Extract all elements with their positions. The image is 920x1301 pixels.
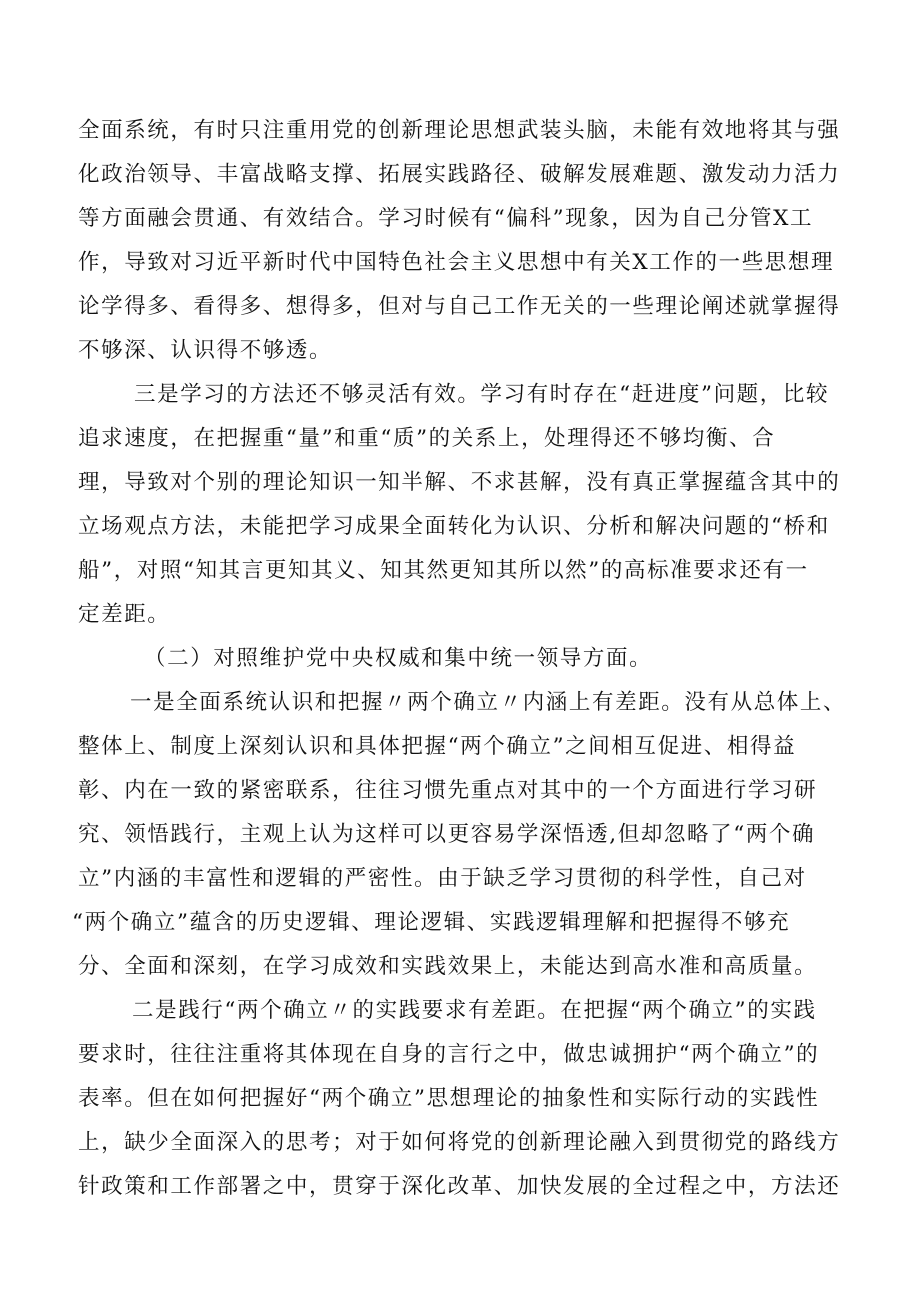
body-line: 不够深、认识得不够透。 [78,338,333,363]
paragraph-start-line: 一是全面系统认识和把握〃两个确立〃内涵上有差距。没有从总体上、 [130,690,847,715]
body-line: 究、领悟践行，主观上认为这样可以更容易学深悟透,但却忽略了“两个确 [78,822,816,847]
body-line: 作，导致对习近平新时代中国特色社会主义思想中有关X工作的一些思想理 [78,250,835,275]
body-line: 追求速度，在把握重“量”和重“质”的关系上，处理得还不够均衡、合 [78,426,776,451]
body-line: 整体上、制度上深刻认识和具体把握“两个确立”之间相互促进、相得益 [78,734,797,759]
body-line: 船”，对照“知其言更知其义、知其然更知其所以然”的高标准要求还有一 [78,558,809,583]
body-line: 要求时，往往注重将其体现在自身的言行之中，做忠诚拥护“两个确立”的 [78,1042,820,1067]
body-line: 立场观点方法，未能把学习成果全面转化为认识、分析和解决问题的“桥和 [78,514,830,539]
body-line: “两个确立”蕴含的历史逻辑、理论逻辑、实践逻辑理解和把握得不够充 [72,910,791,935]
body-line: 表率。但在如何把握好“两个确立”思想理论的抽象性和实际行动的实践性 [78,1086,820,1111]
body-line: 针政策和工作部署之中，贯穿于深化改革、加快发展的全过程之中，方法还 [78,1174,841,1199]
paragraph-start-line: 三是学习的方法还不够灵活有效。学习有时存在“赶进度”问题，比较 [134,382,830,407]
paragraph-start-line: 二是践行“两个确立〃的实践要求有差距。在把握“两个确立”的实践 [132,998,817,1023]
body-line: 上，缺少全面深入的思考；对于如何将党的创新理论融入到贯彻党的路线方 [78,1130,841,1155]
body-line: 彰、内在一致的紧密联系，往往习惯先重点对其中的一个方面进行学习研 [78,778,818,803]
body-line: 理，导致对个别的理论知识一知半解、不求甚解，没有真正掌握蕴含其中的 [78,470,841,495]
body-line: 等方面融会贯通、有效结合。学习时候有“偏科”现象，因为自己分管X工 [78,206,814,231]
body-line: 定差距。 [78,602,171,627]
body-line: 立”内涵的丰富性和逻辑的严密性。由于缺乏学习贯彻的科学性，自己对 [78,866,807,891]
body-line: 论学得多、看得多、想得多，但对与自己工作无关的一些理论阐述就掌握得 [78,294,841,319]
body-line: 分、全面和深刻，在学习成效和实践效果上，未能达到高水准和高质量。 [78,954,818,979]
body-line: 化政治领导、丰富战略支撑、拓展实践路径、破解发展难题、激发动力活力 [78,162,841,187]
section-heading: （二）对照维护党中央权威和集中统一领导方面。 [144,646,653,671]
body-line: 全面系统，有时只注重用党的创新理论思想武装头脑，未能有效地将其与强 [78,118,841,143]
